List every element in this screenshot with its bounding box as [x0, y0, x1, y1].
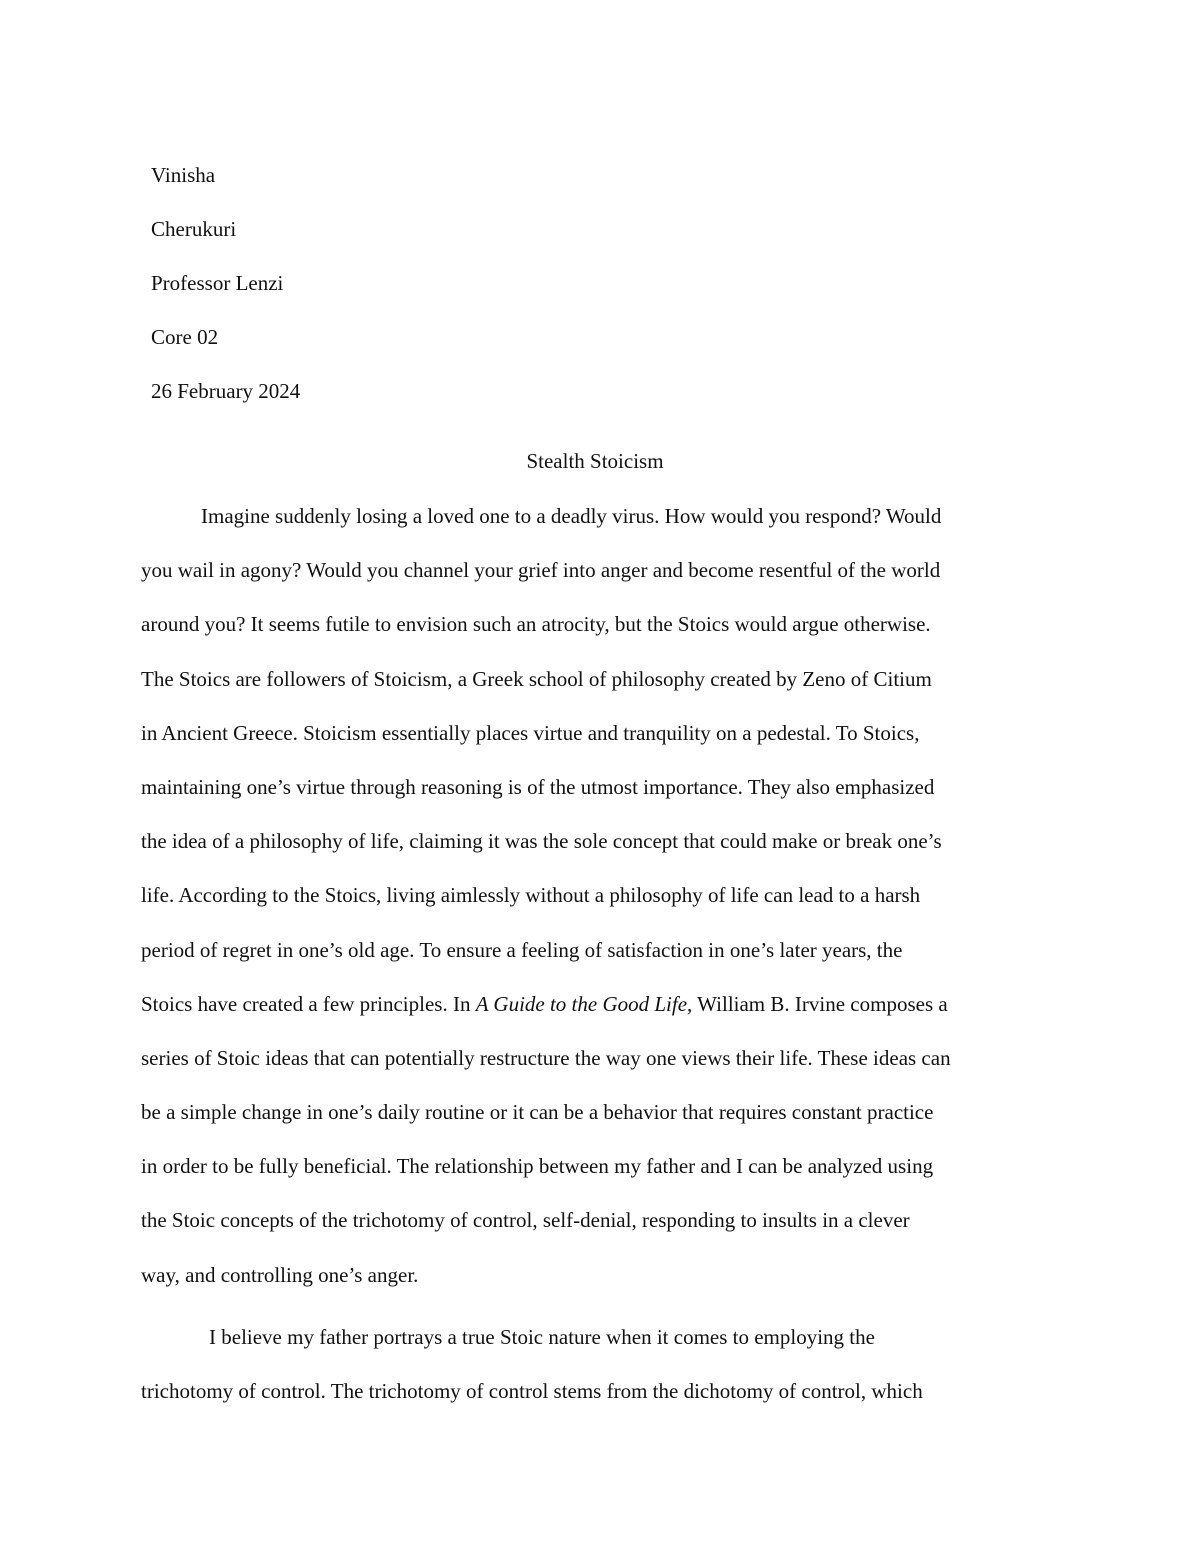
paragraph-line: Imagine suddenly losing a loved one to a deadly virus. How would you respond? Would [201, 504, 942, 528]
paragraph-line: be a simple change in one’s daily routine or it can be a behavior that requires constant practice [141, 1100, 934, 1125]
paragraph-line: in order to be fully beneficial. The relationship between my father and I can be analyzed using [141, 1154, 934, 1179]
author-first-name: Vinisha [151, 163, 216, 187]
paragraph-line: period of regret in one’s old age. To ensure a feeling of satisfaction in one’s later years, the [141, 937, 903, 962]
essay-title: Stealth Stoicism [526, 449, 664, 473]
paragraph-line: way, and controlling one’s anger. [141, 1262, 419, 1287]
paragraph-line [141, 989, 1071, 1043]
course-name: Core 02 [151, 325, 219, 349]
mla-heading [151, 148, 300, 418]
paragraph-line: trichotomy of control. The trichotomy of control stems from the dichotomy of control, which [141, 1379, 923, 1403]
line-text: Stoics have created a few principles. In [141, 991, 476, 1016]
book-title: A Guide to the Good Life [475, 991, 688, 1016]
paragraph-line: The Stoics are followers of Stoicism, a Greek school of philosophy created by Zeno of Citium [141, 666, 932, 691]
line-text: , William B. Irvine composes a [687, 991, 948, 1016]
paragraph-spacer [141, 1314, 1071, 1322]
essay-body [141, 501, 1071, 1430]
author-last-name: Cherukuri [151, 217, 237, 241]
paragraph-line: series of Stoic ideas that can potentially restructure the way one views their life. These ideas can [141, 1045, 951, 1070]
paragraph-line: the Stoic concepts of the trichotomy of control, self-denial, responding to insults in a clever [141, 1208, 910, 1233]
submission-date: 26 February 2024 [151, 379, 301, 403]
paragraph-line: I believe my father portrays a true Stoic nature when it comes to employing the [209, 1324, 875, 1349]
paragraph-line: maintaining one’s virtue through reasoning is of the utmost importance. They also emphasized [141, 774, 935, 799]
paragraph-line: you wail in agony? Would you channel your grief into anger and become resentful of the world [141, 558, 941, 583]
paragraph-2 [141, 1322, 1071, 1430]
paragraph-1 [141, 501, 1071, 1314]
paragraph-line: life. According to the Stoics, living aimlessly without a philosophy of life can lead to a harsh [141, 883, 921, 908]
paragraph-line: around you? It seems futile to envision such an atrocity, but the Stoics would argue otherwise. [141, 612, 931, 637]
paragraph-line: the idea of a philosophy of life, claiming it was the sole concept that could make or break one’s [141, 829, 942, 854]
professor-name: Professor Lenzi [151, 271, 284, 295]
paragraph-line: in Ancient Greece. Stoicism essentially places virtue and tranquility on a pedestal. To Stoics, [141, 720, 920, 745]
